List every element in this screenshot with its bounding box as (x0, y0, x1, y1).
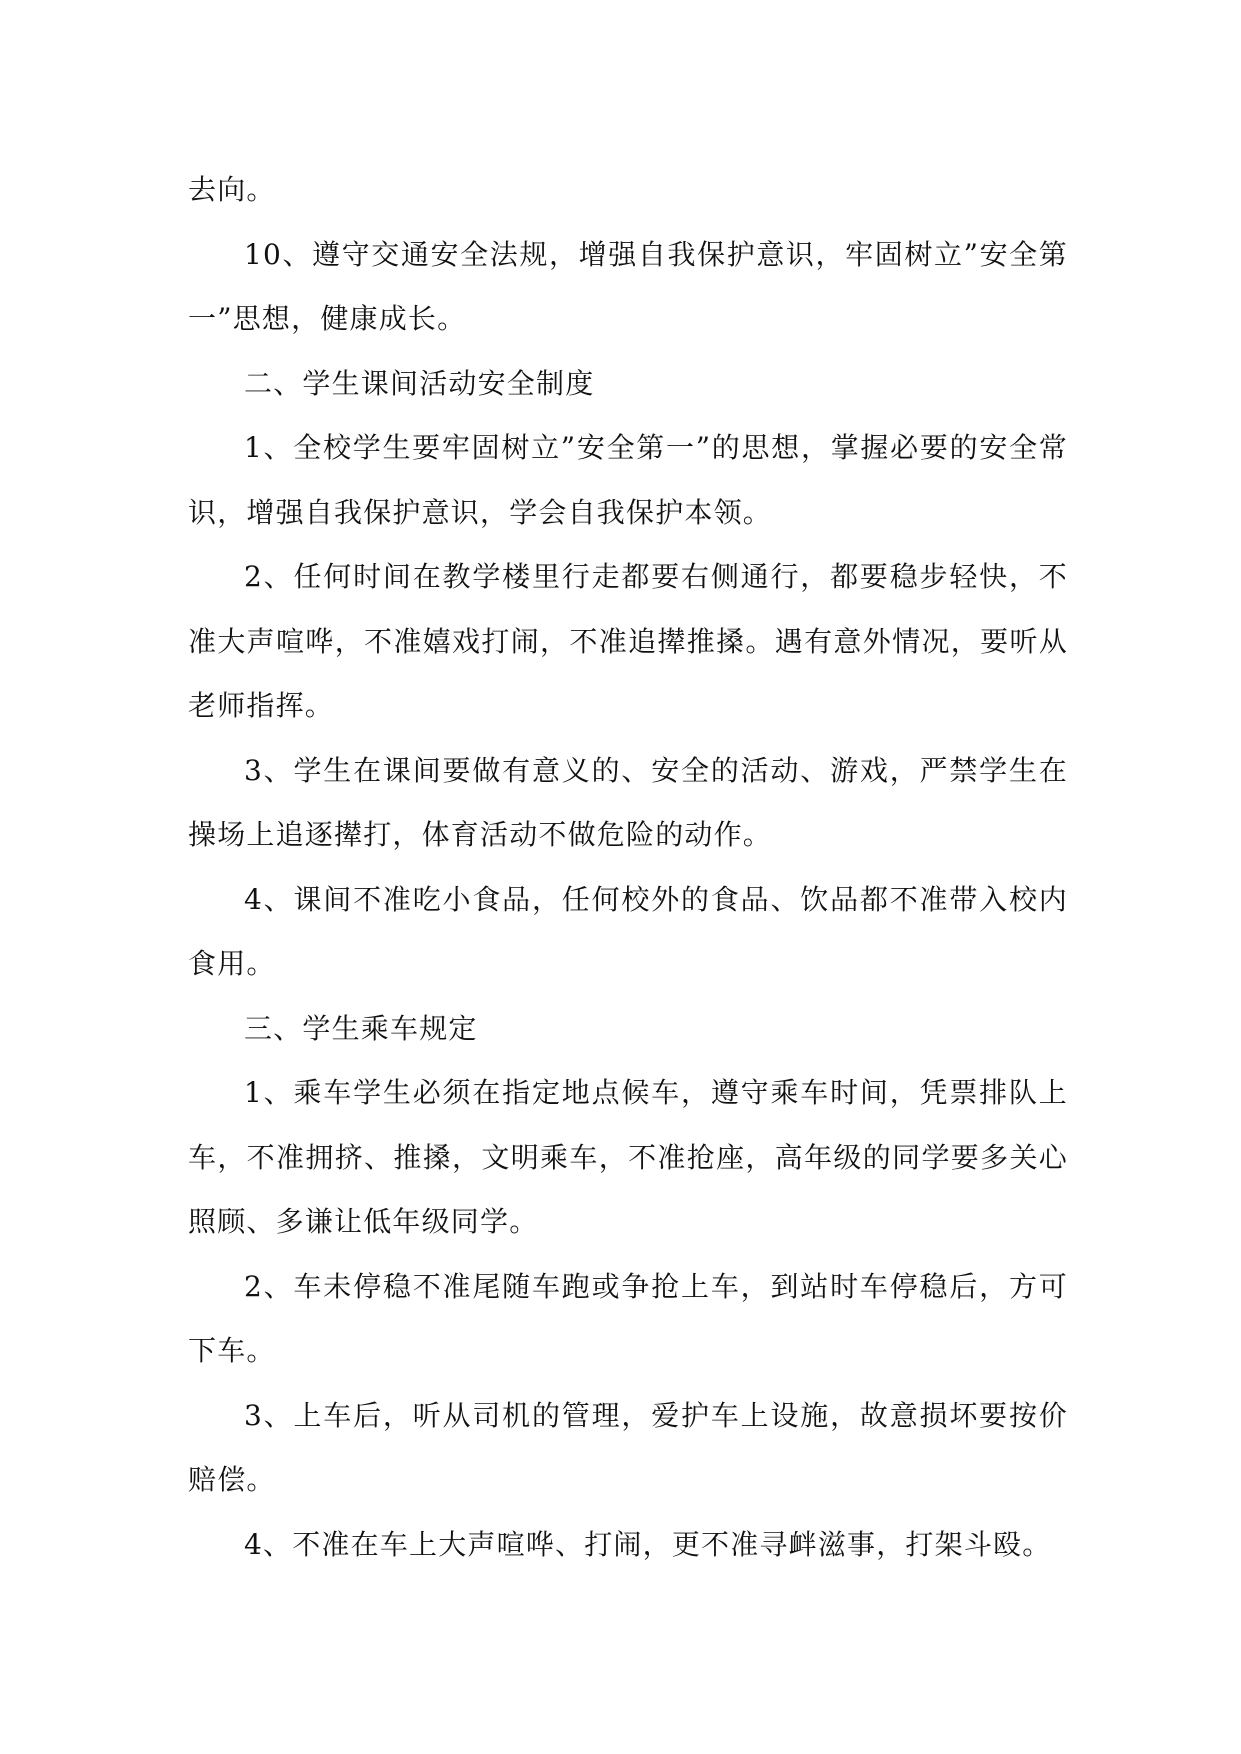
document-body (188, 158, 1068, 1577)
section-heading-3: 三、学生乘车规定 (244, 1011, 478, 1045)
paragraph-item-1: 1、全校学生要牢固树立”安全第一”的思想，掌握必要的安全常识，增强自我保护意识，学会自我保护本领。 (188, 431, 1068, 529)
paragraph-item-10: 10、遵守交通安全法规，增强自我保护意识，牢固树立”安全第一”思想，健康成长。 (188, 237, 1068, 335)
paragraph-item-4: 4、课间不准吃小食品，任何校外的食品、饮品都不准带入校内食用。 (188, 882, 1068, 980)
paragraph-continuation: 去向。 (188, 173, 276, 206)
paragraph-item-3: 3、学生在课间要做有意义的、安全的活动、游戏，严禁学生在操场上追逐撵打，体育活动不做危险的动作。 (188, 753, 1068, 851)
paragraph-bus-item-2: 2、车未停稳不准尾随车跑或争抢上车，到站时车停稳后，方可下车。 (188, 1269, 1068, 1367)
section-heading-2: 二、学生课间活动安全制度 (244, 366, 595, 400)
paragraph-bus-item-1: 1、乘车学生必须在指定地点候车，遵守乘车时间，凭票排队上车，不准拥挤、推搡，文明乘车，不准抢座，高年级的同学要多关心照顾、多谦让低年级同学。 (188, 1076, 1068, 1238)
paragraph-bus-item-3: 3、上车后，听从司机的管理，爱护车上设施，故意损坏要按价赔偿。 (188, 1398, 1068, 1496)
paragraph-item-2: 2、任何时间在教学楼里行走都要右侧通行，都要稳步轻快，不准大声喧哗，不准嬉戏打闹，不准追撵推搡。遇有意外情况，要听从老师指挥。 (188, 560, 1068, 722)
paragraph-bus-item-4: 4、不准在车上大声喧哗、打闹，更不准寻衅滋事，打架斗殴。 (244, 1527, 1052, 1561)
